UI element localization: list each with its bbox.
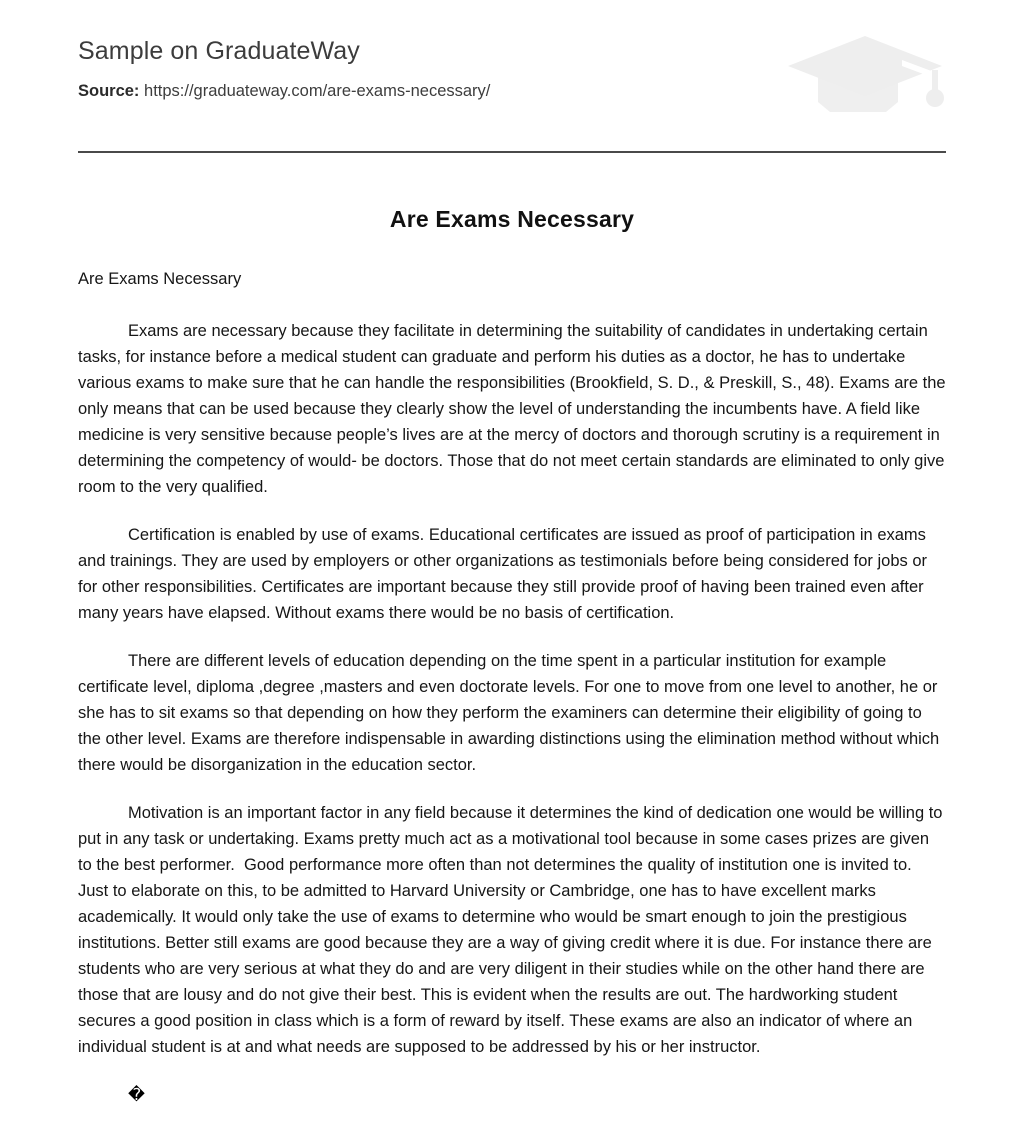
source-url[interactable]: https://graduateway.com/are-exams-necessary/	[144, 82, 491, 100]
paragraph: Certification is enabled by use of exams. Educational certificates are issued as proof of participation in exams and trainings. They are used by employers or other organizations as testimonials before being considered for jobs or for other responsibilities. Certificates are important because they still provide proof of having been trained even after many years have elapsed. Without exams there would be no basis of certification.	[78, 526, 932, 622]
paragraph: Exams are necessary because they facilitate in determining the suitability of candidates in undertaking certain tasks, for instance before a medical student can graduate and perform his duties as a doctor, he has to undertake various exams to make sure that he can handle the responsibilities (Brookfield, S. D., & Preskill, S., 48). Exams are the only means that can be used because they clearly show the level of understanding the incumbents have. A field like medicine is very sensitive because people’s lives are at the mercy of doctors and thorough scrutiny is a requirement in determining the competency of would- be doctors. Those that do not meet certain standards are eliminated to only give room to the very qualified.	[78, 322, 951, 496]
replacement-character-glyph: �	[128, 1085, 145, 1104]
document-body	[78, 266, 951, 1108]
body-heading: Are Exams Necessary	[78, 270, 242, 288]
header-divider	[78, 151, 946, 153]
page-title: Are Exams Necessary	[389, 206, 635, 232]
graduation-cap-icon	[782, 34, 948, 118]
paragraph: Motivation is an important factor in any field because it determines the kind of dedication one would be willing to put in any task or undertaking. Exams pretty much act as a motivational tool because in some cases prizes are given to the best performer. Good performance more often than not determines the quality of institution one is invited to. Just to elaborate on this, to be admitted to Harvard University or Cambridge, one has to have excellent marks academically. It would only take the use of exams to determine who would be smart enough to join the prestigious institutions. Better still exams are good because they are a way of giving credit where it is due. For instance there are students who are very serious at what they do and are very diligent in their studies while on the other hand there are those that are lousy and do not give their best. This is evident when the results are out. The hardworking student secures a good position in class which is a form of reward by itself. These exams are also an indicator of where an individual student is at and what needs are supposed to be addressed by his or her instructor.	[78, 804, 948, 1056]
paragraph: There are different levels of education depending on the time spent in a particular institution for example certificate level, diploma ,degree ,masters and even doctorate levels. For one to move from one level to another, he or she has to sit exams so that depending on how they perform the examiners can determine their eligibility of going to the other level. Exams are therefore indispensable in awarding distinctions using the elimination method without which there would be disorganization in the education sector.	[78, 652, 944, 774]
brand-title: Sample on GraduateWay	[78, 37, 360, 65]
source-label: Source:	[78, 82, 140, 100]
